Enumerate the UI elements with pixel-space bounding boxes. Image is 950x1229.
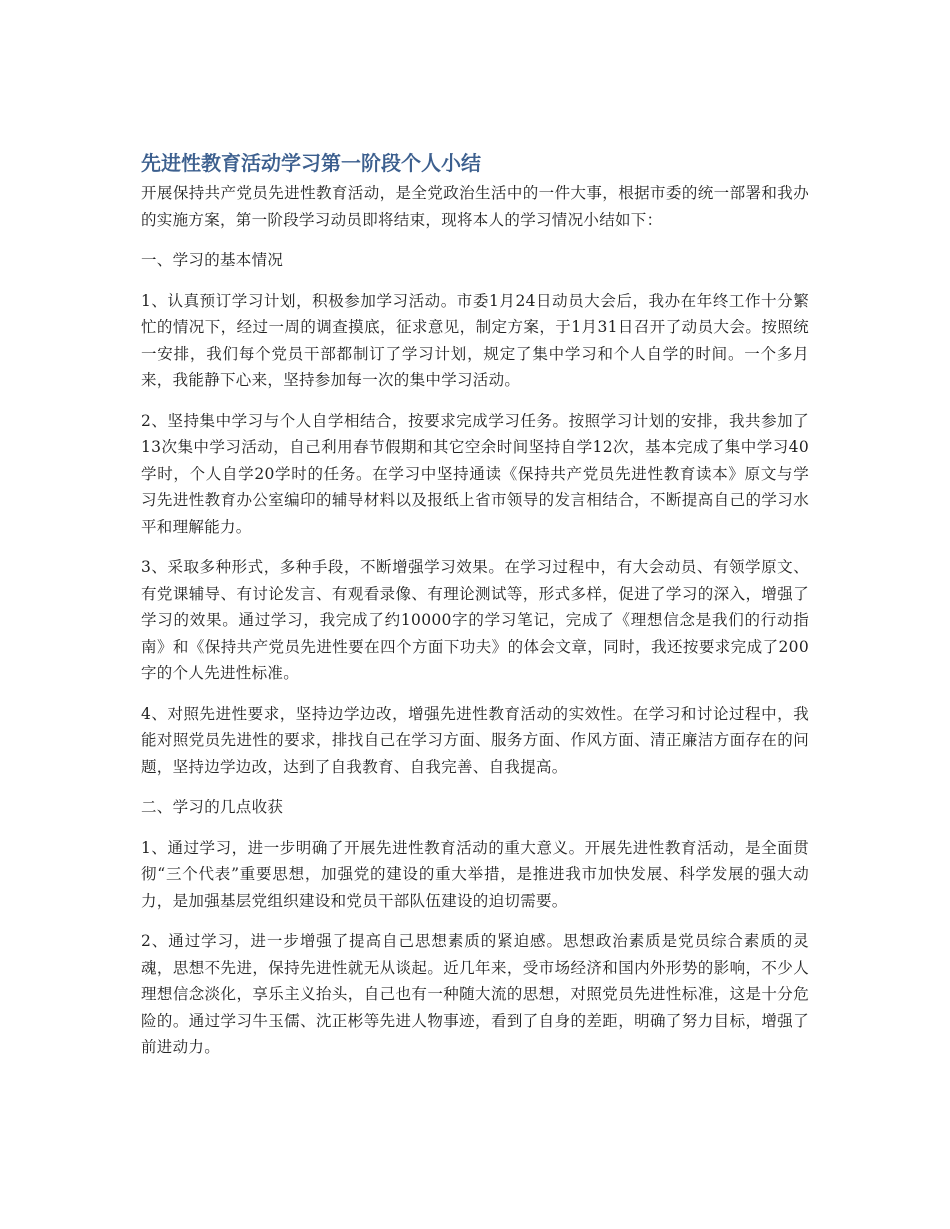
section-2-paragraph-1: 1、通过学习，进一步明确了开展先进性教育活动的重大意义。开展先进性教育活动，是全面贯彻“三个代表”重要思想，加强党的建设的重大举措，是推进我市加快发展、科学发展的强大动力，是加强基层党组织建设和党员干部队伍建设的迫切需要。 — [141, 838, 809, 910]
section-1-paragraph-3: 3、采取多种形式，多种手段，不断增强学习效果。在学习过程中，有大会动员、有领学原文、有党课辅导、有讨论发言、有观看录像、有理论测试等，形式多样，促进了学习的深入，增强了学习的效果。通过学习，我完成了约10000字的学习笔记，完成了《理想信念是我们的行动指南》和《保持共产党员先进性要在四个方面下功夫》的体会文章，同时，我还按要求完成了200字的个人先进性标准。 — [141, 558, 809, 682]
document-body — [141, 148, 809, 1075]
section-1-paragraph-4: 4、对照先进性要求，坚持边学边改，增强先进性教育活动的实效性。在学习和讨论过程中，我能对照党员先进性的要求，排找自己在学习方面、服务方面、作风方面、清正廉洁方面存在的问题，坚持边学边改，达到了自我教育、自我完善、自我提高。 — [141, 704, 809, 776]
section-2-heading: 二、学习的几点收获 — [141, 798, 284, 816]
section-1-paragraph-1: 1、认真预订学习计划，积极参加学习活动。市委1月24日动员大会后，我办在年终工作十分繁忙的情况下，经过一周的调查摸底，征求意见，制定方案，于1月31日召开了动员大会。按照统一安排，我们每个党员干部都制订了学习计划，规定了集中学习和个人自学的时间。一个多月来，我能静下心来，坚持参加每一次的集中学习活动。 — [141, 291, 809, 389]
document-title: 先进性教育活动学习第一阶段个人小结 — [141, 151, 481, 175]
intro-paragraph: 开展保持共产党员先进性教育活动，是全党政治生活中的一件大事，根据市委的统一部署和我办的实施方案，第一阶段学习动员即将结束，现将本人的学习情况小结如下： — [141, 184, 809, 229]
section-2-paragraph-2: 2、通过学习，进一步增强了提高自己思想素质的紧迫感。思想政治素质是党员综合素质的灵魂，思想不先进，保持先进性就无从谈起。近几年来，受市场经济和国内外形势的影响，不少人理想信念淡化，享乐主义抬头，自己也有一种随大流的思想，对照党员先进性标准，这是十分危险的。通过学习牛玉儒、沈正彬等先进人物事迹，看到了自身的差距，明确了努力目标，增强了前进动力。 — [141, 932, 809, 1056]
section-1-heading: 一、学习的基本情况 — [141, 251, 284, 269]
section-1-paragraph-2: 2、坚持集中学习与个人自学相结合，按要求完成学习任务。按照学习计划的安排，我共参加了13次集中学习活动，自己利用春节假期和其它空余时间坚持自学12次，基本完成了集中学习40学时，个人自学20学时的任务。在学习中坚持通读《保持共产党员先进性教育读本》原文与学习先进性教育办公室编印的辅导材料以及报纸上省市领导的发言相结合，不断提高自己的学习水平和理解能力。 — [141, 411, 809, 536]
